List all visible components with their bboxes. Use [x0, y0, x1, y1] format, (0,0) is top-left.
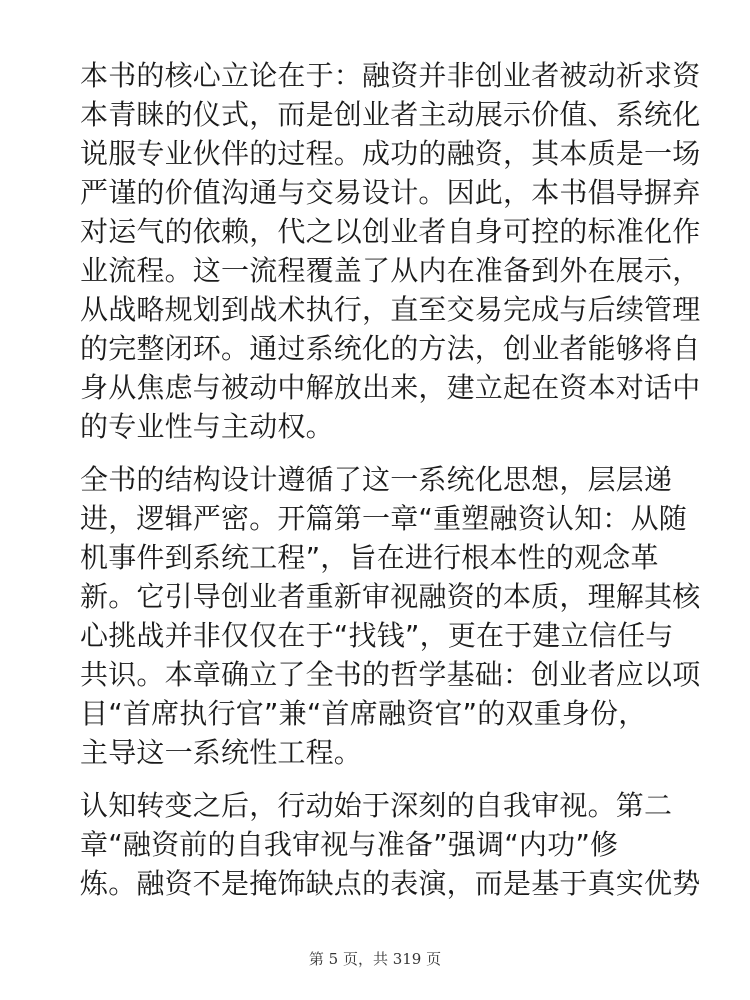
text-line: 业流程。这一流程覆盖了从内在准备到外在展示，	[80, 254, 701, 287]
text-line: 从战略规划到战术执行，直至交易完成与后续管理	[80, 293, 701, 326]
paragraph-3	[80, 786, 701, 903]
text-line: 炼。融资不是掩饰缺点的表演，而是基于真实优势	[80, 867, 701, 900]
text-line: 的专业性与主动权。	[80, 410, 334, 443]
text-line: 共识。本章确立了全书的哲学基础：创业者应以项	[80, 658, 701, 691]
text-line: 新。它引导创业者重新审视融资的本质，理解其核	[80, 580, 701, 613]
text-line: 身从焦虑与被动中解放出来，建立起在资本对话中	[80, 371, 701, 404]
text-line: 主导这一系统性工程。	[80, 736, 363, 769]
paragraph-2	[80, 460, 701, 772]
text-line: 说服专业伙伴的过程。成功的融资，其本质是一场	[80, 137, 701, 170]
text-line: 严谨的价值沟通与交易设计。因此，本书倡导摒弃	[80, 176, 701, 209]
page-number: 第 5 页，共 319 页	[308, 950, 442, 968]
text-line: 本书的核心立论在于：融资并非创业者被动祈求资	[80, 59, 701, 92]
text-line: 全书的结构设计遵循了这一系统化思想，层层递	[80, 463, 673, 496]
text-line: 机事件到系统工程”，旨在进行根本性的观念革	[80, 541, 659, 574]
text-line: 认知转变之后，行动始于深刻的自我审视。第二	[80, 789, 673, 822]
text-line: 进，逻辑严密。开篇第一章“重塑融资认知：从随	[80, 502, 687, 535]
text-line: 的完整闭环。通过系统化的方法，创业者能够将自	[80, 332, 701, 365]
body-text	[80, 56, 701, 917]
text-line: 对运气的依赖，代之以创业者自身可控的标准化作	[80, 215, 701, 248]
text-line: 目“首席执行官”兼“首席融资官”的双重身份，	[80, 697, 647, 730]
text-line: 章“融资前的自我审视与准备”强调“内功”修	[80, 828, 619, 861]
text-line: 本青睐的仪式，而是创业者主动展示价值、系统化	[80, 98, 701, 131]
text-line: 心挑战并非仅仅在于“找钱”，更在于建立信任与	[80, 619, 674, 652]
paragraph-1	[80, 56, 701, 446]
